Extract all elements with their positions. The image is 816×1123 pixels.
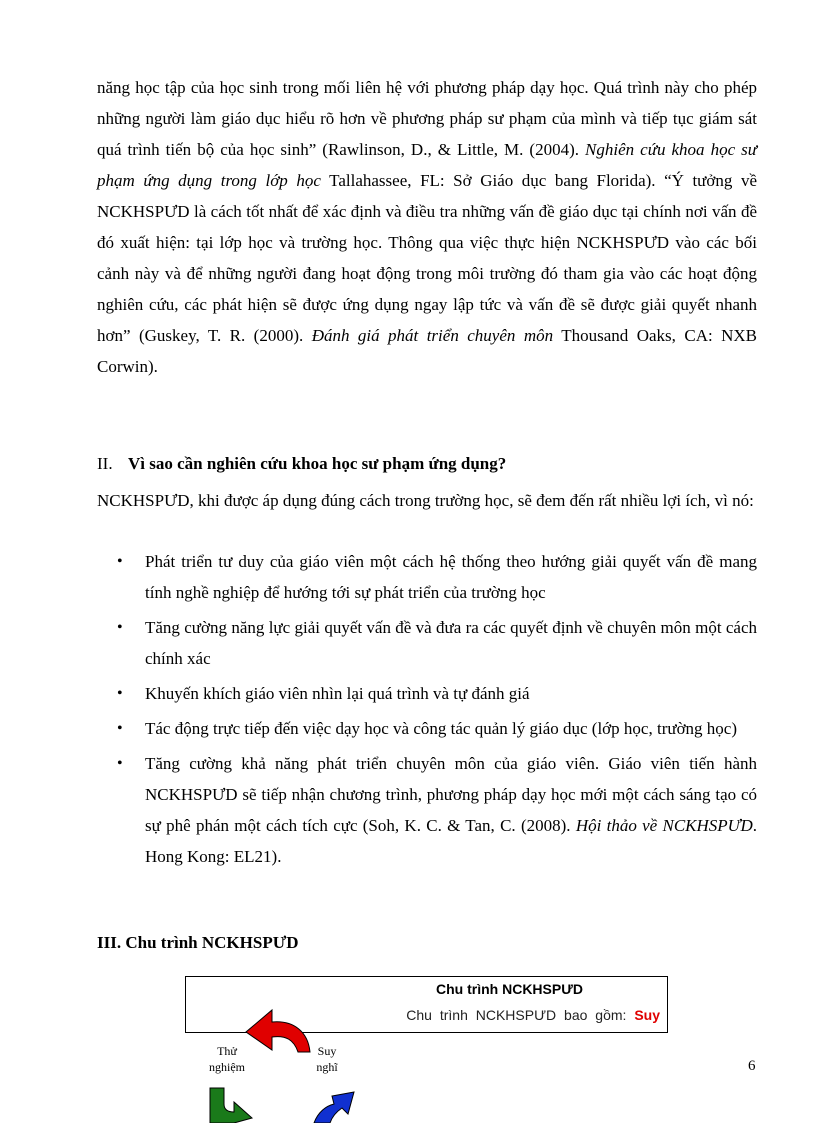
section-3-heading: III. Chu trình NCKHSPƯD bbox=[97, 933, 299, 952]
intro-text-2: Tallahassee, FL: Sở Giáo dục bang Florida). “Ý tưởng về NCKHSPƯD là cách tốt nhất để xác định và điều tra những vấn đề giáo dục tại chính nơi vấn đề đó xuất hiện: tại lớp học và trường học. Thông qua việc thực hiện NCKHSPƯD vào các bối cảnh này và để những người đang hoạt động trong môi trường đó tham gia vào các hoạt động nghiên cứu, các phát hiện sẽ được ứng dụng ngay lập tức và vấn đề sẽ được giải quyết nhanh hơn” (Guskey, T. R. (2000). bbox=[97, 171, 757, 345]
cycle-box-description: Chu trình NCKHSPƯD bao gồm: bbox=[406, 1007, 627, 1023]
list-item: • Tác động trực tiếp đến việc dạy học và công tác quản lý giáo dục (lớp học, trường học) bbox=[145, 713, 757, 744]
green-arrow-shape bbox=[210, 1088, 252, 1123]
step-try-line1: Thử bbox=[217, 1044, 237, 1058]
list-item: • Khuyến khích giáo viên nhìn lại quá trình và tự đánh giá bbox=[145, 678, 757, 709]
intro-text-1: năng học tập của học sinh trong mối liên hệ với phương pháp dạy học. Quá trình này cho phép những người làm giáo dục hiểu rõ hơn về phương pháp sư phạm của mình và tiếp tục giám sát quá trình tiến bộ của học sinh” (Rawlinson, D., & Little, M. (2004). bbox=[97, 78, 757, 159]
intro-italic-2: Đánh giá phát triển chuyên môn bbox=[311, 326, 554, 345]
page-number: 6 bbox=[748, 1058, 756, 1074]
list-item bbox=[145, 748, 757, 872]
step-think bbox=[297, 1043, 357, 1075]
cycle-box-text bbox=[406, 1007, 660, 1023]
list-item: • Phát triển tư duy của giáo viên một cách hệ thống theo hướng giải quyết vấn đề mang tính nghề nghiệp để hướng tới sự phát triển của trường học bbox=[145, 546, 757, 608]
cycle-box-title: Chu trình NCKHSPƯD bbox=[436, 981, 583, 997]
benefits-list bbox=[145, 546, 757, 876]
last-bullet-tail: . Hong Kong: EL21). bbox=[145, 816, 758, 866]
section-2-title: Vì sao cần nghiên cứu khoa học sư phạm ứng dụng? bbox=[128, 454, 507, 473]
step-try bbox=[197, 1043, 257, 1075]
section-2-lead: NCKHSPƯD, khi được áp dụng đúng cách trong trường học, sẽ đem đến rất nhiều lợi ích, vì nó: bbox=[97, 491, 754, 510]
section-2-heading bbox=[97, 454, 506, 474]
intro-paragraph bbox=[97, 72, 757, 382]
list-item: • Tăng cường năng lực giải quyết vấn đề và đưa ra các quyết định về chuyên môn một cách chính xác bbox=[145, 612, 757, 674]
last-bullet-italic: Hội thảo về NCKHSPƯD bbox=[575, 816, 753, 835]
step-think-line2: nghĩ bbox=[316, 1060, 338, 1074]
blue-arrow-shape bbox=[314, 1092, 354, 1123]
step-try-line2: nghiệm bbox=[209, 1060, 245, 1074]
intro-italic-1: Nghiên cứu khoa học sư phạm ứng dụng trong lớp học bbox=[97, 140, 758, 190]
section-2-number: II. bbox=[97, 454, 113, 473]
green-curved-arrow-icon bbox=[206, 1088, 256, 1123]
cycle-box-highlight: Suy bbox=[634, 1007, 660, 1023]
blue-curved-arrow-icon bbox=[310, 1090, 358, 1123]
step-think-line1: Suy bbox=[317, 1044, 337, 1058]
last-bullet-text: Tăng cường khả năng phát triển chuyên môn của giáo viên. Giáo viên tiến hành NCKHSPƯD sẽ tiếp nhận chương trình, phương pháp dạy học mới một cách sáng tạo có sự phê phán một cách tích cực (Soh, K. C. & Tan, C. (2008). bbox=[145, 754, 757, 835]
intro-text-3: Thousand Oaks, CA: NXB Corwin). bbox=[97, 326, 758, 376]
